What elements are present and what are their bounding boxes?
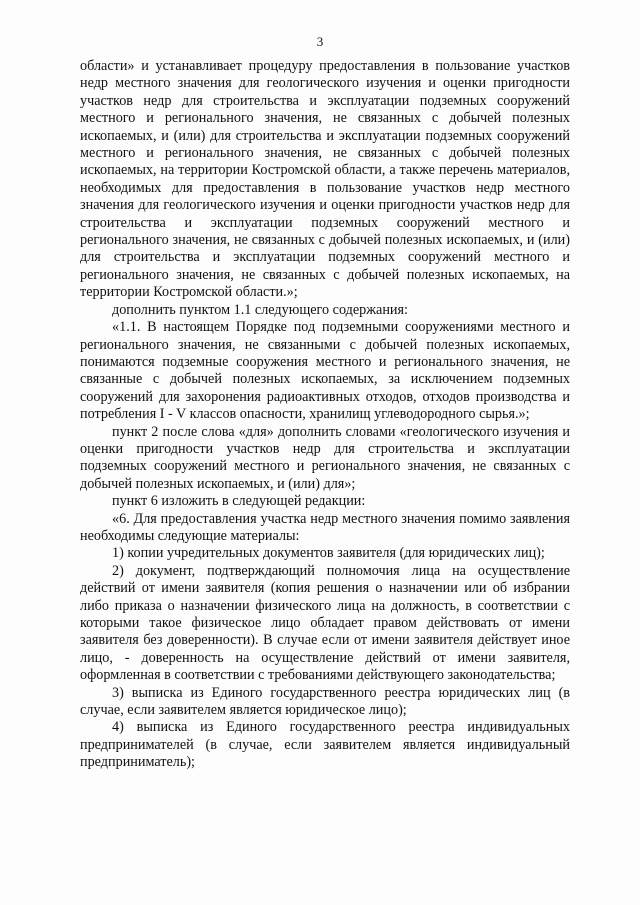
- document-body: [80, 58, 570, 772]
- paragraph: дополнить пунктом 1.1 следующего содержания:: [112, 301, 408, 318]
- paragraph: 1) копии учредительных документов заявителя (для юридических лиц);: [112, 545, 545, 562]
- paragraph: пункт 2 после слова «для» дополнить словами «геологического изучения и оценки пригодности участков недр для строительства и эксплуатации подземных сооружений местного и регионального значения, не связанных с добычей полезных ископаемых, и (или) для»;: [80, 423, 570, 492]
- paragraph: пункт 6 изложить в следующей редакции:: [112, 493, 366, 510]
- paragraph: 3) выписка из Единого государственного реестра юридических лиц (в случае, если заявителем является юридическое лицо);: [80, 684, 570, 719]
- paragraph: «6. Для предоставления участка недр местного значения помимо заявления необходимы следующие материалы:: [80, 510, 570, 544]
- paragraph: 2) документ, подтверждающий полномочия лица на осуществление действий от имени заявителя (копия решения о назначении или об избрании либо приказа о назначении физического лица на должность, в соответствии с которыми такое физическое лицо обладает правом действовать от имени заявителя без доверенности). В случае если от имени заявителя действует иное лицо, - доверенность на осуществление действий от имени заявителя, оформленная в соответствии с требованиями действующего законодательства;: [80, 562, 570, 684]
- paragraph: области» и устанавливает процедуру предоставления в пользование участков недр местного значения для геологического изучения и оценки пригодности участков недр для строительства и эксплуатации подземных сооружений местного и регионального значения, не связанных с добычей полезных ископаемых, и (или) для строительства и эксплуатации подземных сооружений местного и регионального значения, не связанных с добычей полезных ископаемых, на территории Костромской области, а также перечень материалов, необходимых для предоставления в пользование участков недр местного значения для геологического изучения и оценки пригодности участков недр для строительства и эксплуатации подземных сооружений местного и регионального значения, не связанных с добычей полезных ископаемых, и (или) для строительства и эксплуатации подземных сооружений местного и регионального значения, не связанных с добычей полезных ископаемых, на территории Костромской области.»;: [80, 58, 570, 301]
- paragraph: 4) выписка из Единого государственного реестра индивидуальных предпринимателей (в случае, если заявителем является индивидуальный предприниматель);: [80, 719, 570, 771]
- page-number: 3: [316, 34, 324, 49]
- paragraph: «1.1. В настоящем Порядке под подземными сооружениями местного и регионального значения, не связанными с добычей полезных ископаемых, понимаются подземные сооружения местного и регионального значения, не связанные с добычей полезных ископаемых, за исключением подземных сооружений для захоронения радиоактивных отходов, отходов производства и потребления I - V классов опасности, хранилищ углеводородного сырья.»;: [80, 319, 570, 423]
